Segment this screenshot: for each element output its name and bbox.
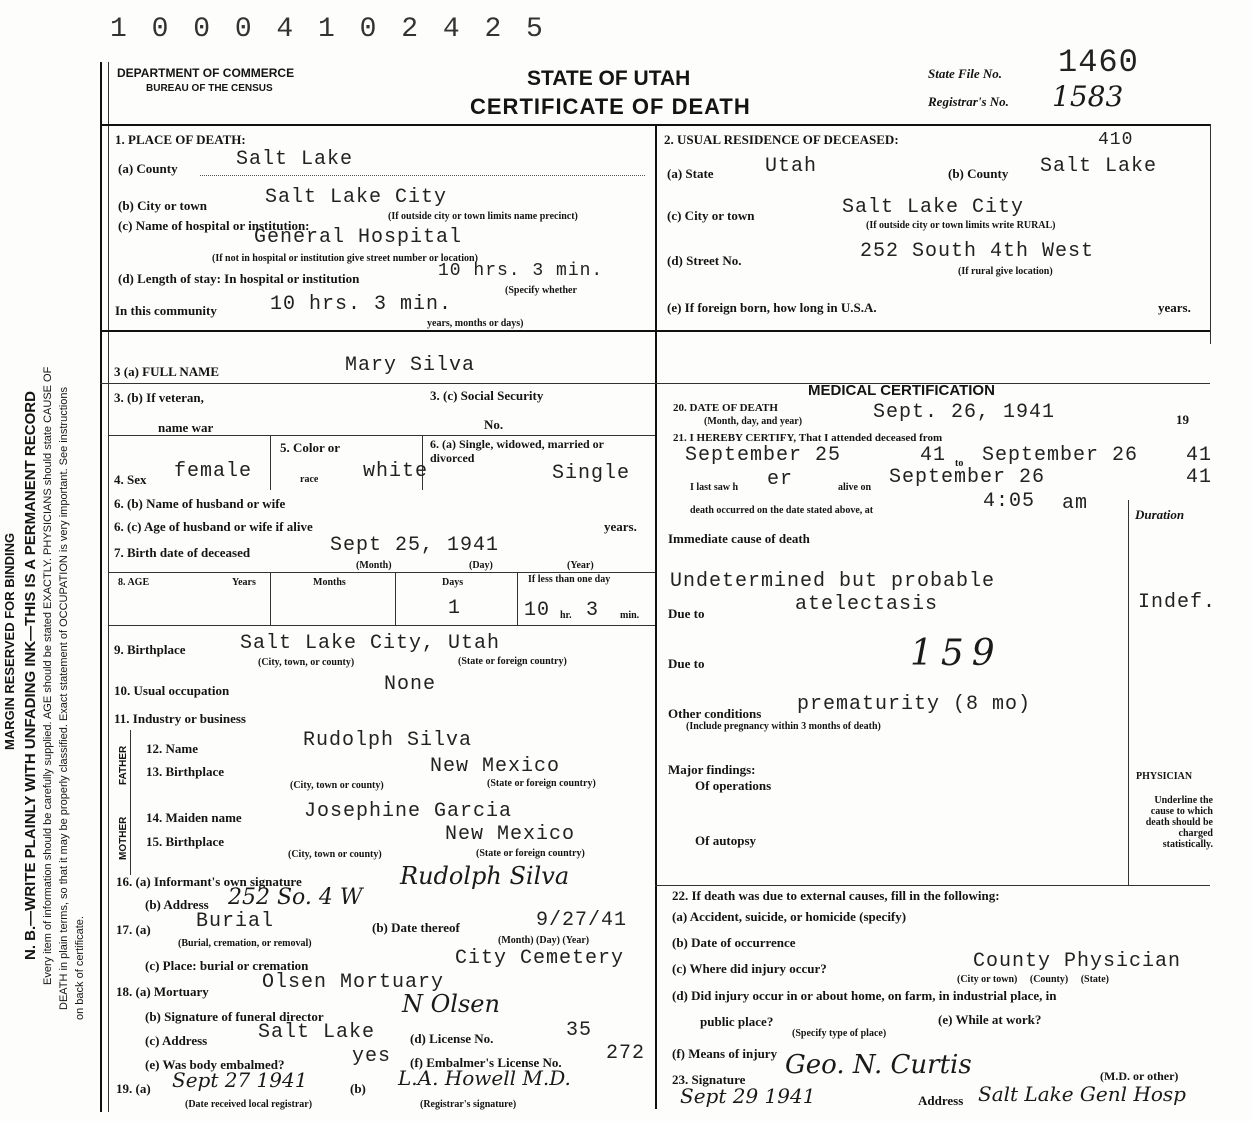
death-county-value: Salt Lake	[236, 148, 354, 171]
state-file-label: State File No.	[928, 66, 1003, 81]
physician-signature-label: 23. Signature	[672, 1072, 746, 1087]
duration-col	[1128, 500, 1129, 885]
occupation-label: 10. Usual occupation	[114, 683, 230, 698]
informant-address-value: 252 So. 4 W	[228, 885, 363, 910]
lt-day-label: If less than one day	[528, 574, 611, 585]
permanent-record-notice: N. B.—WRITE PLAINLY WITH UNFADING INK—THIS IS A PERMANENT RECORD	[22, 391, 39, 960]
birth-year-note: (Year)	[567, 560, 594, 571]
attended-to-year: 41	[1186, 444, 1213, 467]
director-signature: N Olsen	[402, 990, 500, 1018]
age-days-value: 1	[448, 597, 462, 620]
underline-note: Underline the cause to which death should be charged statistically.	[1145, 795, 1213, 850]
registrar-no-label: Registrar's No.	[928, 94, 1009, 109]
attended-to-label: to	[955, 458, 964, 469]
burial-date-note: (Month) (Day) (Year)	[498, 935, 590, 946]
due-to-label-1: Due to	[668, 606, 705, 621]
race-value: white	[363, 460, 429, 483]
birthplace-note-2: (State or foreign country)	[458, 656, 567, 667]
attended-from-year: 41	[920, 444, 947, 467]
registrar-no-value: 1583	[1052, 80, 1124, 113]
veteran-label: 3. (b) If veteran,	[114, 390, 204, 405]
spouse-age-unit: years.	[604, 519, 637, 534]
center-divider	[655, 124, 657, 1109]
death-county-label: (a) County	[118, 161, 178, 176]
informant-address-label: (b) Address	[145, 897, 209, 912]
birth-date-value: Sept 25, 1941	[330, 534, 500, 557]
embalmer-license-label: (f) Embalmer's License No.	[410, 1055, 562, 1070]
other-conditions-value: prematurity (8 mo)	[797, 693, 1032, 716]
received-date-value: Sept 27 1941	[172, 1068, 308, 1092]
father-name-label: 12. Name	[146, 741, 198, 756]
age-col-3	[517, 572, 518, 625]
foreign-born-label: (e) If foreign born, how long in U.S.A.	[667, 300, 877, 315]
mother-name-value: Josephine Garcia	[304, 800, 513, 823]
birthplace-label: 9. Birthplace	[114, 642, 186, 657]
cause-code: 159	[910, 633, 1003, 674]
res-street-value: 252 South 4th West	[860, 240, 1095, 263]
spouse-name-label: 6. (b) Name of husband or wife	[114, 496, 286, 511]
external-rule	[655, 885, 1210, 886]
place-of-death-heading: 1. PLACE OF DEATH:	[115, 132, 246, 147]
color-label: 5. Color or	[280, 440, 341, 455]
hospital-note: (If outside city or town limits name precinct)	[388, 211, 578, 222]
res-city-label: (c) City or town	[667, 208, 755, 223]
external-c-note: (City or town) (County) (State)	[957, 974, 1110, 985]
form-title-2: CERTIFICATE OF DEATH	[470, 94, 751, 119]
due-to-label-2: Due to	[668, 656, 705, 671]
res-city-note: (If outside city or town limits write RURAL)	[866, 220, 1056, 231]
serial-number: 1 0 0 0 4 1 0 2 4 2 5	[110, 14, 547, 45]
res-street-label: (d) Street No.	[667, 253, 742, 268]
father-note-city: (City, town or county)	[290, 780, 384, 791]
res-state-value: Utah	[765, 155, 818, 178]
sex-value: female	[174, 460, 253, 483]
informant-label: 16. (a) Informant's own signature	[116, 874, 302, 889]
duration-1-value: Indef.	[1138, 591, 1217, 614]
last-saw-value: er	[767, 468, 794, 491]
right-border	[1210, 124, 1211, 344]
section-rule-5	[108, 625, 655, 626]
received-note: (Date received local registrar)	[185, 1099, 313, 1110]
external-d-label: (d) Did injury occur in or about home, on farm, in industrial place, in	[672, 988, 1057, 1003]
embalmer-license-value: 272	[606, 1042, 646, 1065]
father-name-value: Rudolph Silva	[303, 729, 473, 752]
received-label: 19. (a)	[116, 1081, 151, 1096]
burial-type-note: (Burial, cremation, or removal)	[178, 938, 312, 949]
res-county-value: Salt Lake	[1040, 155, 1158, 178]
specify-note: (Specify whether	[505, 285, 577, 296]
mother-birthplace-label: 15. Birthplace	[146, 834, 224, 849]
community-value: 10 hrs. 3 min.	[270, 293, 453, 316]
external-d-note: (Specify type of place)	[792, 1028, 887, 1039]
license-value: 35	[566, 1019, 593, 1042]
external-c-label: (c) Where did injury occur?	[672, 961, 827, 976]
external-f-label: (f) Means of injury	[672, 1046, 778, 1061]
res-county-label: (b) County	[948, 166, 1009, 181]
medical-heading: MEDICAL CERTIFICATION	[808, 382, 995, 399]
operations-label: Of operations	[695, 778, 772, 793]
birthplace-note-1: (City, town, or county)	[258, 657, 355, 668]
mother-note-city: (City, town or county)	[288, 849, 382, 860]
md-label: (M.D. or other)	[1100, 1069, 1179, 1083]
funeral-address-label: (c) Address	[145, 1033, 208, 1048]
physician-label: PHYSICIAN	[1136, 771, 1193, 782]
certify-label: 21. I HEREBY CERTIFY, That I attended deceased from	[673, 432, 943, 444]
form-title-1: STATE OF UTAH	[527, 67, 691, 90]
director-label: (b) Signature of funeral director	[145, 1009, 324, 1024]
major-findings-label: Major findings:	[668, 762, 756, 777]
section-rule-2	[100, 383, 1210, 384]
binding-margin-text: MARGIN RESERVED FOR BINDING	[2, 532, 17, 750]
specify-note-2: years, months or days)	[427, 318, 524, 329]
mother-note-state: (State or foreign country)	[476, 848, 585, 859]
physician-address: Salt Lake Genl Hosp	[978, 1082, 1186, 1106]
age-months-label: Months	[313, 577, 346, 588]
stay-value: 10 hrs. 3 min.	[438, 261, 604, 281]
industry-label: 11. Industry or business	[114, 711, 246, 726]
age-hours-value: 10	[524, 599, 551, 622]
death-city-label: (b) City or town	[118, 198, 207, 213]
section-rule-4	[108, 572, 655, 573]
instructions-line-3: on back of certificate.	[74, 916, 86, 1020]
alive-label: alive on	[838, 482, 872, 493]
other-conditions-note: (Include pregnancy within 3 months of death)	[686, 721, 881, 732]
death-city-value: Salt Lake City	[265, 186, 448, 209]
informant-signature: Rudolph Silva	[400, 862, 570, 890]
immediate-cause-label: Immediate cause of death	[668, 531, 810, 546]
physician-address-label: Address	[918, 1093, 964, 1108]
mortuary-value: Olsen Mortuary	[262, 971, 445, 994]
attended-to-value: September 26	[982, 444, 1139, 467]
physician-sign-date: Sept 29 1941	[680, 1084, 816, 1108]
community-label: In this community	[115, 303, 217, 318]
foreign-born-unit: years.	[1158, 300, 1191, 315]
instructions-line-2: DEATH in plain terms, so that it may be properly classified. Exact statement of OCCUPATION is very important. See instructions	[58, 387, 70, 1010]
mother-tag: MOTHER	[118, 816, 129, 860]
registrar-sig-note: (Registrar's signature)	[420, 1099, 517, 1110]
father-mother-bracket	[130, 730, 131, 875]
father-birthplace-value: New Mexico	[430, 755, 561, 778]
death-date-note: (Month, day, and year)	[704, 416, 803, 427]
full-name-label: 3 (a) FULL NAME	[114, 364, 220, 379]
full-name-value: Mary Silva	[345, 354, 476, 377]
death-date-suffix: 19	[1176, 412, 1189, 427]
birth-date-label: 7. Birth date of deceased	[114, 545, 251, 560]
other-conditions-label: Other conditions	[668, 706, 762, 721]
age-years-label: Years	[232, 577, 256, 588]
age-minutes-label: min.	[620, 610, 640, 621]
age-days-label: Days	[442, 577, 464, 588]
birthplace-value: Salt Lake City, Utah	[240, 632, 501, 655]
res-city-value: Salt Lake City	[842, 196, 1025, 219]
mother-birthplace-value: New Mexico	[445, 823, 576, 846]
marital-value: Single	[552, 462, 631, 485]
section-rule-1	[100, 330, 1210, 332]
res-street-note: (If rural give location)	[958, 266, 1053, 277]
age-col-2	[395, 572, 396, 625]
father-tag: FATHER	[118, 745, 129, 785]
external-a-label: (a) Accident, suicide, or homicide (specify)	[672, 909, 907, 924]
external-e-label: (e) While at work?	[938, 1012, 1042, 1027]
marital-label: 6. (a) Single, widowed, married or divorced	[430, 437, 604, 465]
embalmed-label: (e) Was body embalmed?	[145, 1057, 285, 1072]
death-time-suffix: am	[1062, 492, 1089, 515]
race-label: race	[300, 474, 319, 485]
hospital-value: General Hospital	[254, 226, 463, 249]
father-birthplace-label: 13. Birthplace	[146, 764, 224, 779]
instructions-line-1: Every item of information should be carefully supplied. AGE should be stated EXACTLY. PHYSICIANS should state CAUSE OF	[42, 366, 54, 985]
birth-month-note: (Month)	[356, 560, 392, 571]
stay-label: (d) Length of stay: In hospital or institution	[118, 271, 360, 286]
mother-name-label: 14. Maiden name	[146, 810, 242, 825]
registrar-signature: L.A. Howell M.D.	[398, 1066, 571, 1090]
last-saw-label: I last saw h	[690, 482, 739, 493]
burial-label: 17. (a)	[116, 922, 151, 937]
death-time-value: 4:05	[983, 490, 1036, 513]
external-d-label-2: public place?	[700, 1014, 774, 1029]
burial-date-label: (b) Date thereof	[372, 920, 460, 935]
physician-signature: Geo. N. Curtis	[785, 1050, 972, 1080]
duration-label: Duration	[1135, 507, 1185, 522]
external-c-value: County Physician	[973, 950, 1182, 973]
veteran-sub-label: name war	[158, 420, 214, 435]
license-label: (d) License No.	[410, 1031, 494, 1046]
alive-year: 41	[1186, 466, 1213, 489]
state-file-value: 1460	[1058, 44, 1139, 81]
age-hours-label: hr.	[560, 610, 572, 621]
outer-left-border	[100, 62, 102, 1112]
burial-place-value: City Cemetery	[455, 947, 625, 970]
death-county-line	[200, 175, 645, 176]
registrar-sig-label: (b)	[350, 1081, 366, 1096]
age-minutes-value: 3	[586, 599, 600, 622]
hospital-label: (c) Name of hospital or institution:	[118, 218, 310, 233]
age-col-1	[270, 572, 271, 625]
burial-place-label: (c) Place: burial or cremation	[145, 958, 309, 973]
ss-label: 3. (c) Social Security	[430, 388, 544, 403]
embalmed-value: yes	[352, 1045, 392, 1068]
autopsy-label: Of autopsy	[695, 833, 757, 848]
bureau-label: BUREAU OF THE CENSUS	[146, 83, 273, 94]
burial-type-value: Burial	[196, 910, 275, 933]
res-state-label: (a) State	[667, 166, 714, 181]
inner-left-border	[108, 62, 109, 1112]
cause-1-value: Undetermined but probable	[670, 570, 996, 593]
mortuary-label: 18. (a) Mortuary	[116, 984, 209, 999]
death-date-value: Sept. 26, 1941	[873, 401, 1056, 424]
attended-from-value: September 25	[685, 444, 842, 467]
residence-code: 410	[1098, 130, 1134, 150]
father-note-state: (State or foreign country)	[487, 778, 596, 789]
occurred-label: death occurred on the date stated above, at	[690, 505, 874, 516]
dept-label: DEPARTMENT OF COMMERCE	[117, 66, 295, 80]
hospital-note-2: (If not in hospital or institution give street number or location)	[212, 253, 478, 264]
cause-2-value: atelectasis	[795, 593, 939, 616]
burial-date-value: 9/27/41	[536, 909, 628, 932]
external-b-label: (b) Date of occurrence	[672, 935, 796, 950]
residence-heading: 2. USUAL RESIDENCE OF DECEASED:	[664, 132, 899, 147]
spouse-age-label: 6. (c) Age of husband or wife if alive	[114, 519, 313, 534]
alive-value: September 26	[889, 466, 1046, 489]
external-heading: 22. If death was due to external causes, fill in the following:	[672, 888, 1000, 903]
death-date-label: 20. DATE OF DEATH	[673, 402, 778, 414]
occupation-value: None	[384, 673, 437, 696]
ss-sub-label: No.	[484, 417, 504, 432]
sex-label: 4. Sex	[114, 472, 147, 487]
sex-col-div	[270, 435, 271, 490]
funeral-address-value: Salt Lake	[258, 1021, 376, 1044]
birth-day-note: (Day)	[469, 560, 493, 571]
age-label: 8. AGE	[118, 577, 150, 588]
